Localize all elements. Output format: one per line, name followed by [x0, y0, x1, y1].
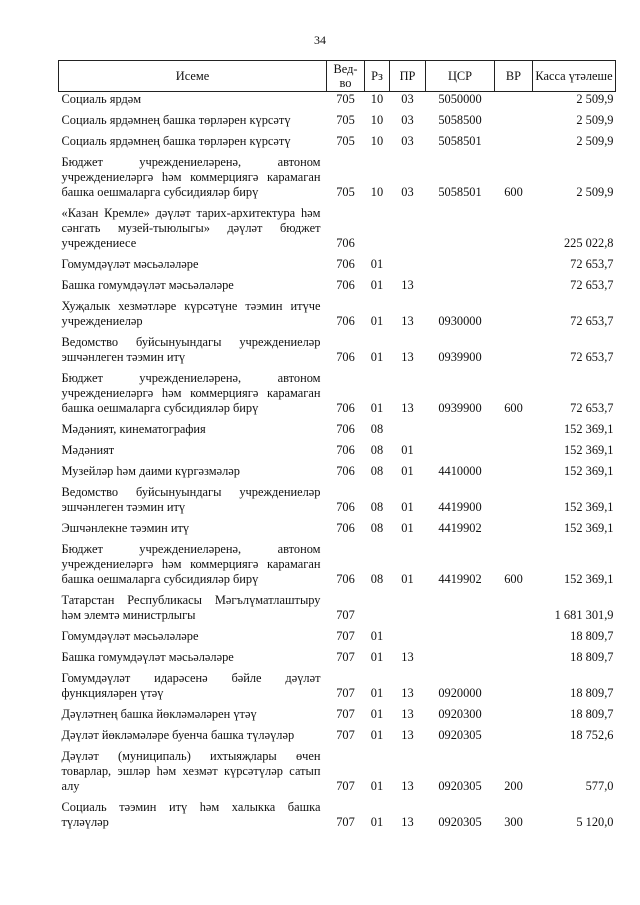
table-row — [59, 743, 616, 794]
table-row — [59, 722, 616, 743]
cell-name: Гомумдәүләт идарәсенә бәйле дәүләт функцияләрен үтәү — [61, 671, 321, 700]
cell-name: Эшчәнлекне тәэмин итү — [61, 521, 190, 535]
cell-name: Социаль ярдәмнең башка төрләрен күрсәтү — [61, 134, 291, 148]
cell-kassa: 152 369,1 — [563, 422, 614, 436]
cell-kassa: 2 509,9 — [576, 113, 614, 127]
cell-ved: 705 — [336, 134, 355, 148]
cell-csr: 0939900 — [438, 401, 482, 415]
cell-csr: 0920000 — [438, 686, 482, 700]
cell-csr — [426, 416, 495, 437]
table-row — [59, 293, 616, 329]
cell-rz: 10 — [370, 113, 384, 127]
cell-rz — [365, 200, 390, 251]
table-row — [59, 794, 616, 830]
cell-name: Татарстан Республикасы Мәгълүматлаштыру һәм элемтә министрлыгы — [61, 593, 321, 622]
cell-csr — [426, 200, 495, 251]
cell-ved: 707 — [336, 686, 355, 700]
cell-vr — [495, 458, 533, 479]
cell-pr: 13 — [401, 728, 414, 742]
cell-csr — [426, 587, 495, 623]
table-row — [59, 437, 616, 458]
cell-pr: 01 — [401, 443, 414, 457]
cell-vr — [495, 665, 533, 701]
table-row — [59, 515, 616, 536]
cell-ved: 706 — [336, 500, 355, 514]
cell-kassa: 72 653,7 — [570, 401, 614, 415]
cell-name: Социаль тәэмин итү һәм халыкка башка түләүләр — [61, 800, 321, 829]
cell-pr: 01 — [401, 521, 414, 535]
cell-pr: 01 — [401, 464, 414, 478]
cell-kassa: 18 809,7 — [570, 686, 614, 700]
cell-csr: 5058500 — [438, 113, 482, 127]
cell-pr: 03 — [401, 92, 414, 106]
table-row — [59, 365, 616, 416]
cell-kassa: 18 809,7 — [570, 650, 614, 664]
table-row — [59, 623, 616, 644]
cell-ved: 705 — [336, 113, 355, 127]
cell-kassa: 152 369,1 — [563, 464, 614, 478]
cell-vr — [495, 272, 533, 293]
cell-vr — [495, 587, 533, 623]
cell-ved: 707 — [336, 815, 355, 829]
cell-rz: 08 — [370, 443, 384, 457]
table-row — [59, 644, 616, 665]
cell-ved: 706 — [336, 443, 355, 457]
cell-pr: 13 — [401, 707, 414, 721]
table-row — [59, 416, 616, 437]
cell-rz: 01 — [370, 314, 384, 328]
cell-csr: 5058501 — [438, 134, 482, 148]
header-kassa: Касса үтәлеше — [533, 61, 616, 92]
header-vr: ВР — [495, 61, 533, 92]
table-row — [59, 272, 616, 293]
cell-ved: 706 — [336, 422, 355, 436]
cell-pr: 01 — [401, 500, 414, 514]
cell-ved: 707 — [336, 728, 355, 742]
cell-vr — [495, 722, 533, 743]
cell-vr — [495, 251, 533, 272]
cell-pr — [390, 623, 426, 644]
cell-name: Дәүләтнең башка йөкләмәләрен үтәү — [61, 707, 257, 721]
cell-rz: 01 — [370, 779, 384, 793]
cell-ved: 705 — [336, 92, 355, 106]
cell-rz: 01 — [370, 686, 384, 700]
cell-kassa: 225 022,8 — [563, 236, 614, 250]
cell-name: Бюджет учреждениеләренә, автоном учреждениеләргә һәм коммерциягә карамаган башка оешмаларга субсидияләр бирү — [61, 155, 321, 199]
cell-pr: 13 — [401, 815, 414, 829]
cell-csr: 0920300 — [438, 707, 482, 721]
cell-name: Башка гомумдәүләт мәсьәләләре — [61, 278, 234, 292]
cell-name: Социаль ярдәмнең башка төрләрен күрсәтү — [61, 113, 291, 127]
cell-csr: 5050000 — [438, 92, 482, 106]
cell-pr — [390, 587, 426, 623]
cell-csr: 0920305 — [438, 815, 482, 829]
table-header — [59, 61, 616, 92]
cell-kassa: 72 653,7 — [570, 350, 614, 364]
cell-pr: 13 — [401, 686, 414, 700]
cell-name: Хуҗалык хезмәтләре күрсәтүне тәэмин итүче учреждениеләр — [61, 299, 321, 328]
cell-kassa: 2 509,9 — [576, 92, 614, 106]
cell-kassa: 18 809,7 — [570, 629, 614, 643]
cell-pr: 13 — [401, 650, 414, 664]
cell-vr — [495, 515, 533, 536]
cell-name: Бюджет учреждениеләренә, автоном учреждениеләргә һәм коммерциягә карамаган башка оешмаларга субсидияләр бирү — [61, 542, 321, 586]
cell-vr: 600 — [504, 572, 523, 586]
header-pr: ПР — [390, 61, 426, 92]
cell-vr — [495, 701, 533, 722]
cell-name: Социаль ярдәм — [61, 92, 142, 106]
cell-kassa: 152 369,1 — [563, 572, 614, 586]
cell-ved: 706 — [336, 401, 355, 415]
cell-vr: 300 — [504, 815, 523, 829]
cell-rz — [365, 587, 390, 623]
table-row — [59, 92, 616, 108]
cell-csr: 0930000 — [438, 314, 482, 328]
cell-rz: 01 — [370, 278, 384, 292]
cell-pr: 03 — [401, 113, 414, 127]
cell-rz: 08 — [370, 500, 384, 514]
cell-name: Дәүләт йөкләмәләре буенча башка түләүләр — [61, 728, 295, 742]
cell-kassa: 72 653,7 — [570, 278, 614, 292]
cell-vr — [495, 200, 533, 251]
cell-csr — [426, 437, 495, 458]
cell-ved: 706 — [336, 314, 355, 328]
cell-name: Башка гомумдәүләт мәсьәләләре — [61, 650, 234, 664]
cell-csr — [426, 251, 495, 272]
cell-pr: 13 — [401, 401, 414, 415]
header-rz: Рз — [365, 61, 390, 92]
cell-csr: 0920305 — [438, 728, 482, 742]
cell-ved: 706 — [336, 464, 355, 478]
cell-pr — [390, 251, 426, 272]
cell-vr — [495, 623, 533, 644]
cell-vr — [495, 437, 533, 458]
cell-vr — [495, 128, 533, 149]
table-row — [59, 200, 616, 251]
table-row — [59, 149, 616, 200]
cell-kassa: 577,0 — [585, 779, 614, 793]
cell-rz: 10 — [370, 92, 384, 106]
cell-pr: 13 — [401, 314, 414, 328]
cell-name: Гомумдәүләт мәсьәләләре — [61, 257, 199, 271]
table-row — [59, 107, 616, 128]
cell-kassa: 2 509,9 — [576, 185, 614, 199]
cell-ved: 707 — [336, 650, 355, 664]
cell-csr: 4419902 — [438, 521, 482, 535]
cell-ved: 706 — [336, 278, 355, 292]
cell-name: Бюджет учреждениеләренә, автоном учреждениеләргә һәм коммерциягә карамаган башка оешмаларга субсидияләр бирү — [61, 371, 321, 415]
cell-vr — [495, 293, 533, 329]
cell-vr — [495, 479, 533, 515]
table-row — [59, 665, 616, 701]
cell-ved: 705 — [336, 185, 355, 199]
cell-vr — [495, 92, 533, 108]
cell-ved: 706 — [336, 257, 355, 271]
cell-name: «Казан Кремле» дәүләт тарих-архитектура һәм сәнгать музей-тыюлыгы» дәүләт бюджет учреждениесе — [61, 206, 321, 250]
cell-rz: 08 — [370, 464, 384, 478]
cell-pr: 13 — [401, 278, 414, 292]
cell-rz: 10 — [370, 185, 384, 199]
budget-table — [58, 60, 616, 830]
table-row — [59, 329, 616, 365]
cell-vr — [495, 329, 533, 365]
cell-kassa: 5 120,0 — [576, 815, 614, 829]
cell-kassa: 18 809,7 — [570, 707, 614, 721]
cell-pr — [390, 200, 426, 251]
cell-ved: 706 — [336, 350, 355, 364]
cell-vr: 600 — [504, 401, 523, 415]
cell-kassa: 152 369,1 — [563, 443, 614, 457]
cell-rz: 01 — [370, 401, 384, 415]
cell-name: Ведомство буйсынуындагы учреждениеләр эшчәнлеген тәэмин итү — [61, 485, 321, 514]
cell-ved: 706 — [336, 521, 355, 535]
cell-pr: 13 — [401, 350, 414, 364]
cell-kassa: 152 369,1 — [563, 500, 614, 514]
cell-kassa: 72 653,7 — [570, 314, 614, 328]
cell-ved: 706 — [336, 572, 355, 586]
header-ved: Вед-во — [327, 61, 365, 92]
table-row — [59, 479, 616, 515]
cell-kassa: 18 752,6 — [570, 728, 614, 742]
cell-rz: 01 — [370, 707, 384, 721]
cell-name: Музейләр һәм даими күргәзмәләр — [61, 464, 240, 478]
table-body — [59, 92, 616, 831]
cell-pr: 01 — [401, 572, 414, 586]
cell-vr — [495, 107, 533, 128]
cell-csr: 0920305 — [438, 779, 482, 793]
table-row — [59, 128, 616, 149]
cell-vr — [495, 644, 533, 665]
header-name: Исеме — [59, 61, 327, 92]
table-row — [59, 458, 616, 479]
cell-rz: 08 — [370, 572, 384, 586]
cell-name: Мәдәният, кинематография — [61, 422, 206, 436]
page-number: 34 — [314, 33, 326, 47]
cell-kassa: 72 653,7 — [570, 257, 614, 271]
cell-csr: 5058501 — [438, 185, 482, 199]
cell-kassa: 2 509,9 — [576, 134, 614, 148]
cell-pr — [390, 416, 426, 437]
table-row — [59, 587, 616, 623]
table-row — [59, 536, 616, 587]
cell-kassa: 152 369,1 — [563, 521, 614, 535]
cell-rz: 08 — [370, 521, 384, 535]
cell-kassa: 1 681 301,9 — [554, 608, 614, 622]
cell-vr — [495, 416, 533, 437]
cell-csr: 0939900 — [438, 350, 482, 364]
cell-csr — [426, 272, 495, 293]
cell-pr: 03 — [401, 185, 414, 199]
cell-rz: 01 — [370, 650, 384, 664]
cell-name: Мәдәният — [61, 443, 115, 457]
cell-rz: 01 — [370, 350, 384, 364]
cell-ved: 707 — [336, 707, 355, 721]
cell-vr: 200 — [504, 779, 523, 793]
cell-vr: 600 — [504, 185, 523, 199]
cell-ved: 707 — [336, 629, 355, 643]
cell-csr: 4419900 — [438, 500, 482, 514]
cell-ved: 706 — [336, 236, 355, 250]
cell-rz: 01 — [370, 815, 384, 829]
cell-name: Гомумдәүләт мәсьәләләре — [61, 629, 199, 643]
cell-rz: 01 — [370, 257, 384, 271]
table-row — [59, 701, 616, 722]
cell-name: Дәүләт (муниципаль) ихтыяҗлары өчен товарлар, эшләр һәм хезмәт күрсәтүләр сатып алу — [61, 749, 321, 793]
cell-csr — [426, 623, 495, 644]
cell-pr: 13 — [401, 779, 414, 793]
cell-ved: 707 — [336, 608, 355, 622]
cell-rz: 10 — [370, 134, 384, 148]
header-csr: ЦСР — [426, 61, 495, 92]
cell-rz: 01 — [370, 728, 384, 742]
cell-rz: 08 — [370, 422, 384, 436]
table-row — [59, 251, 616, 272]
cell-csr: 4419902 — [438, 572, 482, 586]
cell-pr: 03 — [401, 134, 414, 148]
cell-rz: 01 — [370, 629, 384, 643]
cell-ved: 707 — [336, 779, 355, 793]
cell-csr — [426, 644, 495, 665]
cell-name: Ведомство буйсынуындагы учреждениеләр эшчәнлеген тәэмин итү — [61, 335, 321, 364]
cell-csr: 4410000 — [438, 464, 482, 478]
